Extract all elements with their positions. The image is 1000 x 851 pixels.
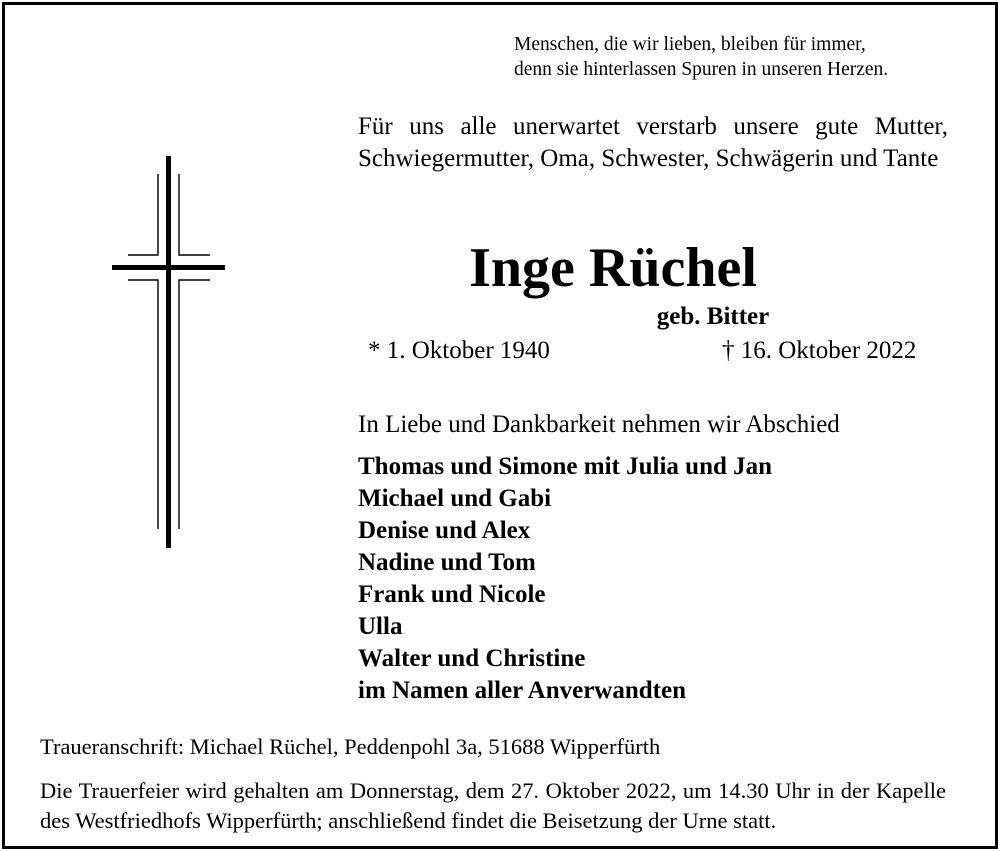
- mourner-item: Walter und Christine: [358, 645, 586, 672]
- mourning-address: Traueranschrift: Michael Rüchel, Peddenpohl 3a, 51688 Wipperfürth: [40, 734, 661, 759]
- mourner-item: Michael und Gabi: [358, 485, 552, 512]
- mourner-item: Ulla: [358, 613, 403, 640]
- mourner-item: Denise und Alex: [358, 517, 531, 544]
- farewell-text: In Liebe und Dankbarkeit nehmen wir Abschied: [358, 411, 840, 438]
- mourner-item: Nadine und Tom: [358, 549, 536, 576]
- death-date: † 16. Oktober 2022: [722, 337, 917, 364]
- quote-line-1: Menschen, die wir lieben, bleiben für immer,: [514, 34, 866, 55]
- mourner-item: Thomas und Simone mit Julia und Jan: [358, 453, 773, 480]
- mourners-list: [358, 451, 772, 707]
- ceremony-info: Die Trauerfeier wird gehalten am Donnerstag, dem 27. Oktober 2022, um 14.30 Uhr in der Kapelle des Westfriedhofs Wipperfürth; anschließend findet die Beisetzung der Urne statt.: [40, 778, 946, 833]
- deceased-name: Inge Rüchel: [469, 237, 757, 299]
- birth-date: * 1. Oktober 1940: [368, 337, 550, 364]
- maiden-name: geb. Bitter: [656, 303, 770, 330]
- memorial-quote: [514, 32, 974, 82]
- intro-text: Für uns alle unerwartet verstarb unsere gute Mutter, Schwiegermutter, Oma, Schwester, Schwägerin und Tante: [358, 113, 948, 172]
- quote-line-2: denn sie hinterlassen Spuren in unseren Herzen.: [514, 59, 889, 80]
- mourner-item: im Namen aller Anverwandten: [358, 677, 686, 704]
- mourner-item: Frank und Nicole: [358, 581, 546, 608]
- cross-icon: [105, 152, 235, 552]
